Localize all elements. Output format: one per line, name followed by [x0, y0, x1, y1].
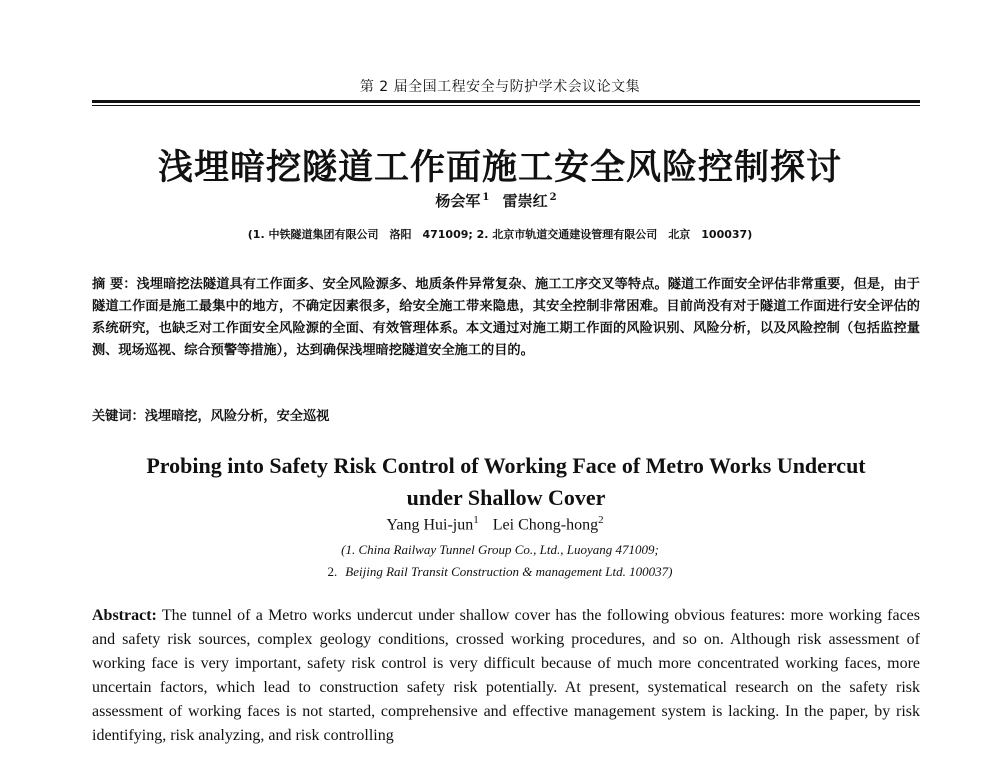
cn-author-name: 杨会军	[435, 192, 481, 210]
english-title	[92, 450, 920, 514]
en-author-sup: 2	[598, 514, 604, 526]
chinese-title: 浅埋暗挖隧道工作面施工安全风险控制探讨	[157, 148, 842, 188]
cn-author-sup: 1	[482, 192, 490, 203]
en-abstract-text: The tunnel of a Metro works undercut under shallow cover has the following obvious features: more working faces and safety risk sources, complex geology conditions, crossed working procedures, and so on. Although risk assessment of working face is very important, safety risk control is very difficult because of much more concentrated working faces, more uncertain factors, which lead to construction safety risk potentially. At present, systematical research on the safety risk assessment of working faces is not started, comprehensive and effective management system is lacking. In the paper, by risk identifying, risk analyzing, and risk controlling	[92, 607, 920, 744]
cn-author-sup: 2	[549, 192, 557, 203]
en-author-sup: 1	[473, 514, 479, 526]
en-affil-line	[0, 561, 1000, 583]
cn-abstract-text: 浅埋暗挖法隧道具有工作面多、安全风险源多、地质条件异常复杂、施工工序交叉等特点。隧道工作面安全评估非常重要，但是，由于隧道工作面是施工最集中的地方，不确定因素很多，给安全施工带来隐患，其安全控制非常困难。目前尚没有对于隧道工作面进行安全评估的系统研究，也缺乏对工作面安全风险源的全面、有效管理体系。本文通过对施工期工作面的风险识别、风险分析，以及风险控制（包括监控量测、现场巡视、综合预警等措施），达到确保浅埋暗挖隧道安全施工的目的。	[92, 277, 920, 358]
cn-keywords-label: 关键词：	[92, 409, 145, 424]
en-affil-line: (1. China Railway Tunnel Group Co., Ltd., Luoyang 471009;	[341, 542, 659, 557]
header-rule-thin	[92, 105, 920, 106]
cn-author-name: 雷崇红	[502, 192, 548, 210]
chinese-abstract	[92, 274, 920, 362]
chinese-affiliation: (1. 中铁隧道集团有限公司 洛阳 471009; 2. 北京市轨道交通建设管理有限公司 北京 100037)	[247, 228, 753, 241]
english-title-line: Probing into Safety Risk Control of Working Face of Metro Works Undercut	[146, 453, 866, 478]
english-title-line: under Shallow Cover	[406, 485, 606, 510]
chinese-authors	[0, 190, 1000, 211]
chinese-keywords	[92, 405, 920, 424]
en-author-name: Yang Hui-jun	[386, 516, 474, 534]
en-abstract-label: Abstract:	[92, 607, 157, 624]
en-affil-text: Beijing Rail Transit Construction & management Ltd. 100037)	[345, 564, 673, 579]
en-author-name: Lei Chong-hong	[492, 516, 599, 534]
english-affiliation	[0, 539, 1000, 583]
en-affil-number: 2.	[327, 564, 338, 579]
english-abstract	[92, 604, 920, 748]
english-authors	[0, 514, 1000, 534]
header-rule-thick	[92, 100, 920, 103]
cn-abstract-label: 摘 要：	[92, 277, 137, 292]
running-header: 第 2 届全国工程安全与防护学术会议论文集	[359, 79, 641, 95]
cn-keywords-text: 浅埋暗挖，风险分析，安全巡视	[144, 409, 330, 424]
